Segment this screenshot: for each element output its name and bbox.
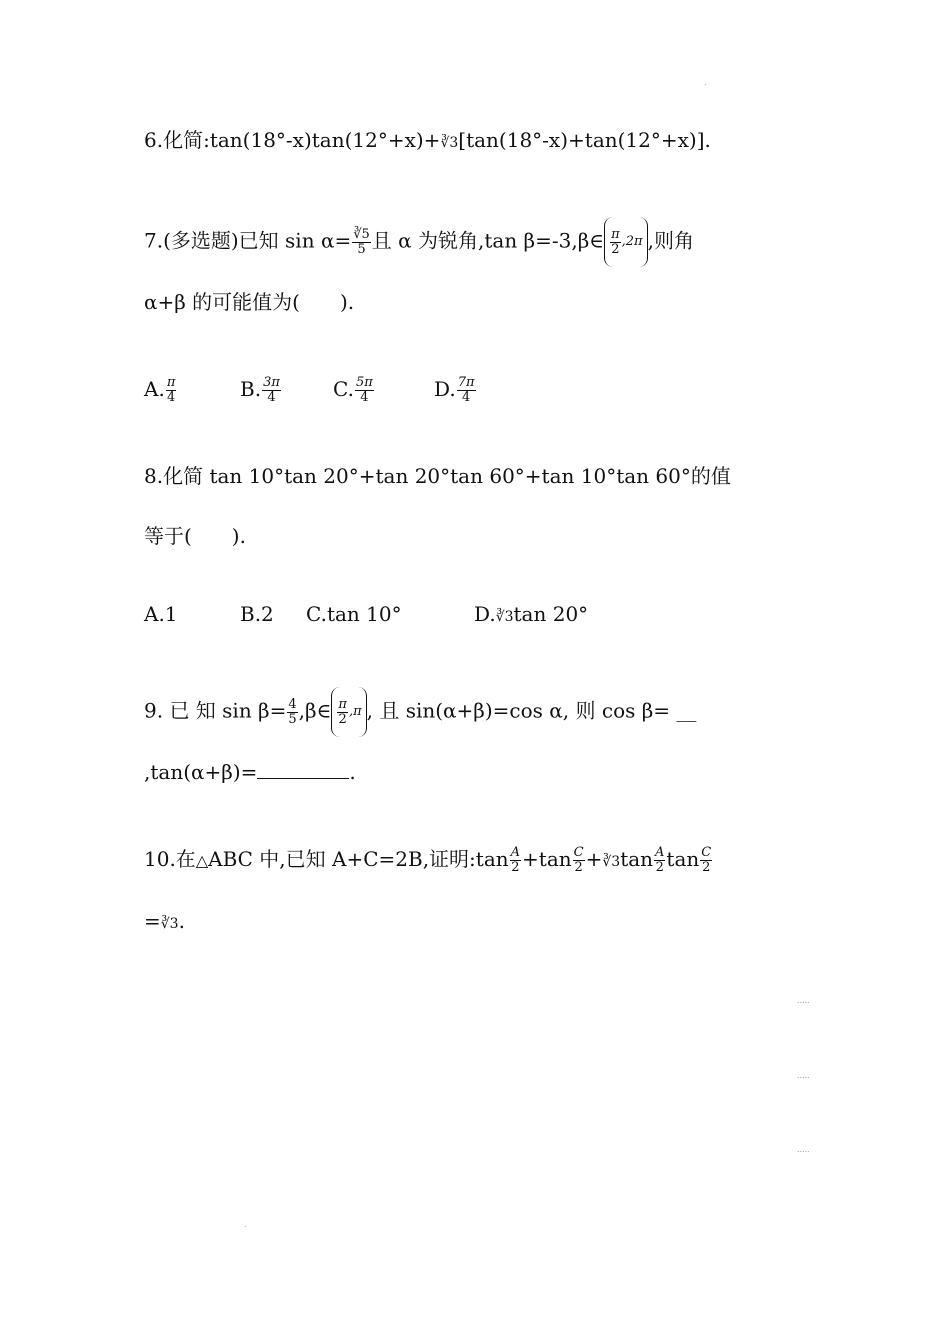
- q7-option-b-label: B.: [240, 377, 262, 401]
- question-8: [144, 461, 731, 491]
- triangle-symbol: △: [195, 851, 209, 870]
- decorative-dots-1: .....: [797, 996, 810, 1005]
- q8-option-c-text: C.tan 10°: [306, 602, 402, 626]
- q7-option-c-den: 4: [360, 390, 369, 405]
- q8-option-b-text: B.2: [240, 602, 274, 626]
- q7-option-c-num: 5π: [355, 375, 373, 390]
- q10-plus-2: +: [585, 847, 603, 871]
- q9-part2: ,β∈: [298, 698, 332, 723]
- q8-option-a: [144, 599, 178, 629]
- question-9-line2: [144, 757, 356, 787]
- q8-option-d-label: D.: [474, 602, 496, 626]
- decorative-dot: .: [704, 78, 707, 87]
- q9-frac-num: 4: [288, 696, 297, 712]
- q7-option-a-fraction: [166, 376, 177, 405]
- q7-option-b-fraction: [262, 376, 281, 405]
- q8-line1: 8.化简 tan 10°tan 20°+tan 20°tan 60°+tan 10°tan 60°的值: [144, 464, 731, 488]
- q9-frac-den: 5: [288, 711, 297, 727]
- q10-line2-suffix: .: [178, 909, 185, 933]
- decorative-dots-2: .....: [797, 1071, 810, 1080]
- q7-option-d: [434, 374, 477, 405]
- q10-tan-4: tan: [666, 847, 700, 871]
- q8-option-d-sqrt: ∛3: [495, 609, 514, 625]
- q10-line2-sqrt: ∛3: [160, 916, 179, 932]
- q7-frac-num: ∛5: [353, 226, 370, 242]
- q7-interval-end: ,2π: [621, 234, 643, 249]
- q10-plus-1: +: [522, 847, 539, 871]
- q7-frac-den: 5: [357, 241, 366, 257]
- q7-option-d-label: D.: [434, 377, 456, 401]
- question-6: [144, 125, 711, 158]
- q8-option-c: [306, 599, 402, 629]
- q7-part3: ,则角: [647, 228, 694, 253]
- q9-sin-fraction: [287, 698, 297, 727]
- q10-frac-c2: [700, 846, 712, 875]
- q10-frac-a1-den: 2: [511, 860, 520, 875]
- q9-interval-end: ,π: [348, 704, 362, 719]
- question-8-line2: [144, 521, 246, 551]
- q7-option-c-label: C.: [333, 377, 354, 401]
- q9-interval: [331, 687, 366, 737]
- q10-frac-c1: [573, 846, 585, 875]
- q7-option-b: [240, 374, 282, 405]
- q7-option-d-num: 7π: [457, 375, 475, 390]
- question-10-line2: [144, 906, 185, 939]
- q8-option-d-rest: tan 20°: [513, 602, 589, 626]
- question-7-line2: [144, 287, 354, 317]
- q10-tan-2: tan: [538, 847, 572, 871]
- q9-answer-blank: [257, 758, 349, 779]
- q7-option-b-den: 4: [267, 390, 276, 405]
- q9-interval-num: π: [338, 696, 347, 712]
- q10-frac-c2-num: C: [701, 845, 712, 860]
- q7-option-c-fraction: [355, 376, 374, 405]
- q7-option-d-fraction: [457, 376, 476, 405]
- q8-line2: 等于( ).: [144, 524, 246, 548]
- q9-line2-prefix: ,tan(α+β)=: [144, 760, 258, 784]
- q7-option-a-label: A.: [144, 377, 165, 401]
- q10-frac-c2-den: 2: [702, 860, 711, 875]
- q10-frac-a2-num: A: [655, 845, 665, 860]
- q6-prefix: 6.化简:tan(18°-x)tan(12°+x)+: [144, 128, 441, 152]
- q9-line2-suffix: .: [349, 760, 356, 784]
- q7-option-c: [333, 374, 375, 405]
- q10-part1: 10.在: [144, 847, 196, 871]
- q10-frac-a2: [654, 846, 665, 875]
- q7-sin-fraction: [352, 228, 371, 257]
- q10-part2: ABC 中,已知 A+C=2B,证明:tan: [208, 847, 509, 871]
- question-10: [144, 844, 713, 877]
- q6-sqrt: ∛3: [440, 135, 459, 151]
- q7-part2: 且 α 为锐角,tan β=-3,β∈: [371, 228, 605, 253]
- question-7: [144, 217, 694, 267]
- q7-interval-num: π: [611, 226, 620, 242]
- q9-part1: 9. 已 知 sin β=: [144, 698, 287, 723]
- q10-frac-c1-den: 2: [574, 860, 583, 875]
- q10-frac-a2-den: 2: [655, 860, 664, 875]
- q10-tan-3: tan: [620, 847, 654, 871]
- decorative-dots-3: .....: [797, 1145, 810, 1154]
- q7-part1: 7.(多选题)已知 sin α=: [144, 228, 352, 253]
- q7-interval: [604, 217, 648, 267]
- q9-interval-den: 2: [338, 711, 347, 727]
- q10-frac-a1-num: A: [510, 845, 521, 860]
- q7-interval-den: 2: [611, 241, 620, 257]
- q9-interval-fraction: [337, 698, 348, 727]
- q10-frac-c1-num: C: [573, 845, 584, 860]
- q7-option-a-den: 4: [166, 390, 176, 405]
- q8-option-d: [474, 599, 588, 632]
- q10-line2-prefix: =: [144, 909, 161, 933]
- q7-line2: α+β 的可能值为( ).: [144, 290, 355, 314]
- q6-suffix: [tan(18°-x)+tan(12°+x)].: [458, 128, 711, 152]
- q7-option-d-den: 4: [461, 390, 471, 405]
- q7-option-b-num: 3π: [263, 375, 280, 390]
- q7-interval-fraction: [610, 228, 621, 257]
- question-9: [144, 687, 696, 737]
- decorative-dot-bottom: .: [244, 1220, 247, 1229]
- q10-sqrt: ∛3: [602, 854, 621, 870]
- q9-part3: , 且 sin(α+β)=cos α, 则 cos β= __: [366, 698, 697, 723]
- q7-option-a: [144, 374, 177, 405]
- q8-option-a-text: A.1: [144, 602, 178, 626]
- q7-option-a-num: π: [166, 375, 176, 390]
- q10-frac-a1: [510, 846, 521, 875]
- q8-option-b: [240, 599, 274, 629]
